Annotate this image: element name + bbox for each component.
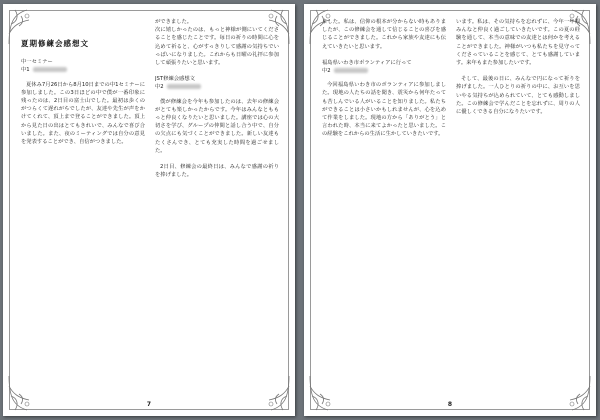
column-right (155, 18, 279, 400)
redacted-name (167, 84, 201, 89)
author-grade: 中2 (322, 68, 331, 75)
page-number: 8 (447, 401, 453, 408)
body-paragraph: そして、最後の日に、みんなで円になって祈りを捧げました。一人ひとりの祈りの中に、お互いを思いやる気持ちが込められていて、とても感動しました。この修練会で学んだことを忘れずに、周りの人に優しくできる自分になりたいです。 (456, 76, 580, 116)
body-paragraph: ました。私は、信仰の根本が分からない時もありましたが、この修練会を通して信じることの喜びを感じることができました。これから家族や友達にも伝えていきたいと思います。 (322, 19, 446, 50)
column-right (456, 18, 580, 400)
section-subtitle: 中一セミナー (21, 59, 53, 66)
author-grade: 中2 (155, 84, 164, 91)
body-paragraph: 2日目、修練会の最終日は、みんなで感謝の祈りを捧げました。 (155, 164, 279, 179)
body-paragraph: います。私は、その気持ちを忘れずに、今年一年間みんなと仲良く過ごしていきたいです。この夏の経験を通して、本当の意味での友達とは何かを考えることができました。神様がいつも私たちを見守ってくださっていることを感じて、とても感謝しています。来年もまた参加したいです。 (456, 19, 580, 67)
body-paragraph: ができました。 次に嬉しかったのは、もっと神様が側にいてくださることを感じたことです。毎日の祈りの時間に心を込めて祈ると、心がすっきりして感謝の気持ちでいっぱいになりました。これからも日曜の礼拝に参加して頑張りたいと思います。 (155, 19, 279, 67)
column-left (21, 18, 145, 400)
section-subtitle: JST修練会感想文 (155, 76, 195, 83)
page-8 (304, 4, 596, 416)
author-line (21, 66, 145, 74)
author-line (322, 67, 446, 75)
column-left (322, 18, 446, 400)
page-title: 夏期修練会感想文 (21, 39, 89, 48)
author-line (155, 83, 279, 91)
redacted-name (33, 67, 67, 72)
page-7 (3, 4, 295, 416)
section-subtitle: 福島県いわき市ボランティアに行って (322, 59, 412, 66)
redacted-name (334, 68, 368, 73)
page-number: 7 (146, 401, 152, 408)
body-paragraph: 僕が修練会を今年も参加したのは、去年の修練会がとても楽しかったからです。今年はみんなとももっと仲良くなりたいと思いました。講座では心の大切さを学び、グループの仲間と話し合う中で、自分の欠点にも気づくことができました。新しい友達もたくさんでき、とても充実した時間を過ごせました。 (155, 98, 279, 154)
body-paragraph: 今回福島県いわき市のボランティアに参加しました。現地の人たちの話を聞き、震災から何年たっても苦しんでいる人がいることを知りました。私たちができることは小さいかもしれませんが、心を込めて作業をしました。現地の方から「ありがとう」と言われた時、本当に来てよかったと思いました。この経験をこれからの生活に生かしていきたいです。 (322, 82, 446, 138)
body-paragraph: 夏休み7月26日から8月10日までの中1セミナーに参加しました。この3日ほどの中で僕が一番印象に残ったのは、2日目の富士山でした。最初は歩くのがつらくて遅れがちでしたが、友達や先生が声をかけてくれて、頂上まで登ることができました。頂上から見た日の出はとてもきれいで、みんなで喜び合いました。また、夜のミーティングでは自分の意見を発表することができ、自信がつきました。 (21, 81, 145, 146)
author-grade: 中1 (21, 67, 30, 74)
